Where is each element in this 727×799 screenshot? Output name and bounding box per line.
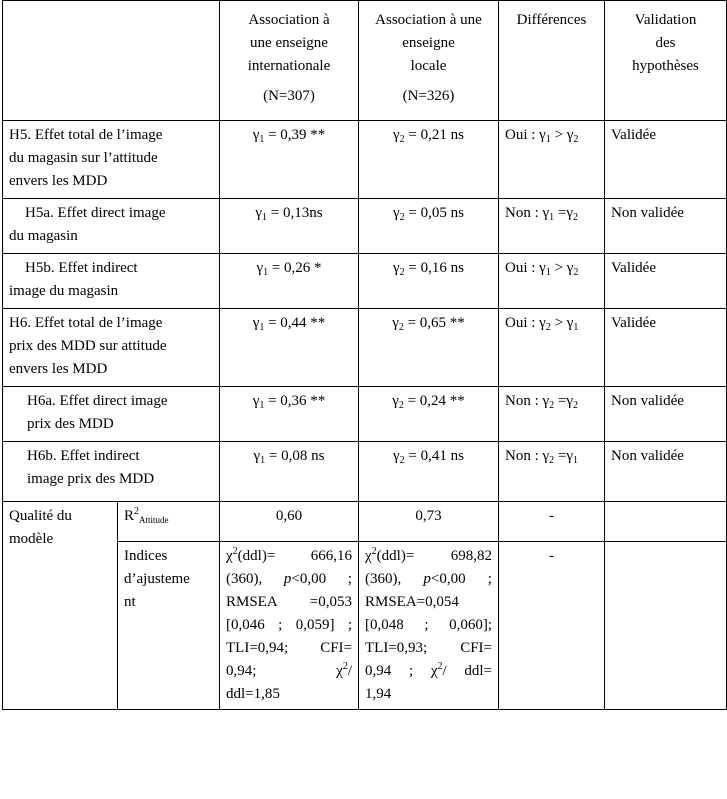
gamma-value: = 0,41 ns	[404, 448, 464, 464]
gamma-local-cell	[359, 387, 499, 442]
fit-line: RMSEA =0,053	[226, 594, 352, 610]
gamma-symbol: γ	[542, 393, 550, 409]
header-differences	[499, 1, 605, 121]
header-local-line3: locale	[410, 58, 447, 74]
gamma-symbol: γ	[252, 315, 260, 331]
gamma-value: = 0,65 **	[403, 315, 465, 331]
gamma-value: = 0,16 ns	[404, 260, 464, 276]
header-local-n: (N=326)	[402, 88, 455, 104]
difference-operator: >	[550, 315, 567, 331]
header-differences-label: Différences	[516, 12, 587, 28]
gamma-subscript: 1	[573, 322, 579, 333]
gamma-subscript: 2	[398, 400, 404, 411]
fit-line: (360), p<0,00 ;	[226, 571, 352, 587]
gamma-value: = 0,05 ns	[404, 205, 464, 221]
header-international	[220, 1, 359, 121]
results-table	[2, 0, 727, 710]
validation-cell: Non validée	[605, 387, 727, 442]
gamma-subscript: 2	[549, 400, 555, 411]
fit-line: (360), p<0,00 ;	[365, 571, 492, 587]
header-local-line2: enseigne	[402, 35, 455, 51]
r2-superscript: 2	[134, 506, 140, 517]
table-row	[3, 442, 727, 502]
hypothesis-line: H5a. Effet direct image	[25, 205, 166, 221]
gamma-symbol: γ	[539, 260, 546, 276]
gamma-symbol: γ	[393, 260, 400, 276]
header-empty-cell	[3, 1, 220, 121]
r2-label-cell	[118, 502, 220, 542]
gamma-international-cell	[220, 254, 359, 309]
difference-text: Non :	[505, 205, 543, 221]
validation-cell: Validée	[605, 254, 727, 309]
table-row	[3, 309, 727, 387]
r2-row	[3, 502, 727, 542]
gamma-symbol: γ	[393, 205, 400, 221]
gamma-subscript: 1	[259, 322, 265, 333]
difference-text: Non :	[505, 448, 543, 464]
hypothesis-line: image du magasin	[9, 283, 119, 299]
hypothesis-cell	[3, 309, 220, 387]
difference-cell	[499, 442, 605, 502]
gamma-symbol: γ	[566, 448, 573, 464]
fit-line: TLI=0,94; CFI=	[226, 640, 352, 656]
gamma-symbol: γ	[252, 127, 260, 143]
r2-validation-empty	[605, 502, 727, 542]
header-local	[359, 1, 499, 121]
gamma-symbol: γ	[253, 448, 261, 464]
gamma-subscript: 1	[545, 267, 551, 278]
gamma-symbol: γ	[542, 448, 550, 464]
quality-label-cell	[3, 502, 118, 710]
hypothesis-line: H6. Effet total de l’image	[9, 315, 163, 331]
difference-operator: =	[554, 393, 567, 409]
hypothesis-cell	[3, 254, 220, 309]
gamma-symbol: γ	[542, 205, 550, 221]
gamma-international-cell	[220, 442, 359, 502]
gamma-local-cell	[359, 254, 499, 309]
gamma-subscript: 1	[262, 212, 268, 223]
hypothesis-line: image prix des MDD	[27, 471, 155, 487]
r2-local: 0,73	[359, 502, 499, 542]
fit-line: 0,94; $\chi^2/$	[226, 661, 352, 679]
difference-operator: >	[550, 260, 567, 276]
fit-line: $\chi^2(ddl)= 666,16$	[226, 546, 352, 564]
gamma-subscript: 2	[549, 455, 555, 466]
difference-operator: =	[554, 205, 567, 221]
header-local-line1: Association à une	[375, 12, 482, 28]
gamma-symbol: γ	[393, 448, 400, 464]
gamma-subscript: 2	[573, 267, 579, 278]
gamma-subscript: 2	[398, 322, 404, 333]
difference-cell	[499, 387, 605, 442]
fit-line: 0,94 ; $\chi^2/$ ddl=	[365, 661, 493, 679]
difference-operator: =	[554, 448, 567, 464]
fit-label-line2: d’ajusteme	[124, 571, 190, 587]
fit-line: [0,046 ; 0,059] ;	[226, 617, 352, 633]
gamma-international-cell	[220, 199, 359, 254]
fit-label-line3: nt	[124, 594, 136, 610]
gamma-value: = 0,36 **	[264, 393, 326, 409]
gamma-value: = 0,13ns	[267, 205, 323, 221]
gamma-subscript: 2	[399, 134, 405, 145]
gamma-value: = 0,21 ns	[404, 127, 464, 143]
gamma-symbol: γ	[392, 393, 399, 409]
table-row	[3, 121, 727, 199]
fit-line: RMSEA=0,054	[365, 594, 459, 610]
hypothesis-line: du magasin sur l’attitude	[9, 150, 158, 166]
gamma-subscript: 2	[399, 267, 405, 278]
hypothesis-cell	[3, 121, 220, 199]
gamma-symbol: γ	[256, 260, 264, 276]
fit-validation-empty	[605, 542, 727, 710]
header-international-line3: internationale	[247, 58, 331, 74]
gamma-international-cell	[220, 121, 359, 199]
fit-line: $\chi^2(ddl)= 698,82$	[365, 546, 492, 564]
gamma-symbol: γ	[539, 127, 546, 143]
gamma-local-cell	[359, 121, 499, 199]
hypothesis-cell	[3, 442, 220, 502]
hypothesis-line: prix des MDD sur attitude	[9, 338, 167, 354]
gamma-subscript: 2	[399, 212, 405, 223]
gamma-subscript: 1	[573, 455, 578, 466]
hypothesis-line: H6b. Effet indirect	[27, 448, 140, 464]
difference-cell	[499, 309, 605, 387]
header-international-line1: Association à	[248, 12, 330, 28]
gamma-symbol: γ	[255, 205, 263, 221]
fit-line: 1,94	[365, 686, 392, 702]
fit-label-cell	[118, 542, 220, 710]
gamma-value: = 0,26 *	[268, 260, 322, 276]
fit-label-line1: Indices	[124, 548, 168, 564]
difference-cell	[499, 254, 605, 309]
difference-text: Oui :	[505, 315, 540, 331]
gamma-value: = 0,39 **	[264, 127, 326, 143]
header-validation-line1: Validation	[634, 12, 697, 28]
gamma-value: = 0,24 **	[403, 393, 465, 409]
header-row	[3, 1, 727, 121]
hypothesis-cell	[3, 387, 220, 442]
fit-line: ddl=1,85	[226, 686, 280, 702]
gamma-subscript: 1	[263, 267, 269, 278]
fit-international-cell	[220, 542, 359, 710]
hypothesis-line: H6a. Effet direct image	[27, 393, 168, 409]
gamma-symbol: γ	[566, 127, 574, 143]
quality-label-line1: Qualité du	[9, 508, 72, 524]
gamma-value: = 0,44 **	[264, 315, 326, 331]
hypothesis-line: du magasin	[9, 228, 78, 244]
hypothesis-line: envers les MDD	[9, 361, 108, 377]
r2-symbol: R	[124, 508, 135, 524]
gamma-subscript: 2	[573, 400, 578, 411]
gamma-symbol: γ	[539, 315, 546, 331]
gamma-subscript: 1	[549, 212, 555, 223]
r2-international: 0,60	[220, 502, 359, 542]
hypothesis-line: H5b. Effet indirect	[25, 260, 138, 276]
gamma-symbol: γ	[392, 315, 399, 331]
quality-label-line2: modèle	[9, 531, 54, 547]
header-validation-line3: hypothèses	[632, 58, 699, 74]
table-row	[3, 387, 727, 442]
header-validation-line2: des	[655, 35, 676, 51]
hypothesis-line: H5. Effet total de l’image	[9, 127, 163, 143]
gamma-symbol: γ	[566, 393, 573, 409]
difference-text: Oui :	[505, 260, 540, 276]
gamma-subscript: 2	[573, 212, 578, 223]
table-row	[3, 254, 727, 309]
gamma-subscript: 2	[399, 455, 405, 466]
r2-difference: -	[499, 502, 605, 542]
fit-local-cell	[359, 542, 499, 710]
gamma-local-cell	[359, 442, 499, 502]
gamma-symbol: γ	[393, 127, 400, 143]
validation-cell: Validée	[605, 309, 727, 387]
gamma-symbol: γ	[566, 315, 574, 331]
fit-line: TLI=0,93; CFI=	[365, 640, 492, 656]
difference-cell	[499, 121, 605, 199]
hypothesis-cell	[3, 199, 220, 254]
gamma-subscript: 1	[260, 455, 266, 466]
fit-difference: -	[499, 542, 605, 710]
header-international-n: (N=307)	[263, 88, 315, 104]
gamma-local-cell	[359, 199, 499, 254]
header-validation	[605, 1, 727, 121]
gamma-subscript: 1	[259, 400, 265, 411]
gamma-symbol: γ	[252, 393, 260, 409]
difference-text: Non :	[505, 393, 543, 409]
difference-operator: >	[550, 127, 567, 143]
r2-subscript: Attitude	[139, 515, 169, 525]
gamma-symbol: γ	[566, 205, 573, 221]
validation-cell: Non validée	[605, 442, 727, 502]
header-international-line2: une enseigne	[250, 35, 328, 51]
gamma-subscript: 2	[545, 322, 551, 333]
fit-line: [0,048 ; 0,060];	[365, 617, 492, 633]
gamma-subscript: 1	[259, 134, 265, 145]
gamma-subscript: 1	[545, 134, 551, 145]
gamma-international-cell	[220, 387, 359, 442]
hypothesis-line: prix des MDD	[27, 416, 114, 432]
gamma-local-cell	[359, 309, 499, 387]
validation-cell: Non validée	[605, 199, 727, 254]
gamma-international-cell	[220, 309, 359, 387]
gamma-symbol: γ	[566, 260, 574, 276]
table-row	[3, 199, 727, 254]
gamma-value: = 0,08 ns	[265, 448, 325, 464]
gamma-subscript: 2	[573, 134, 579, 145]
hypothesis-line: envers les MDD	[9, 173, 108, 189]
difference-text: Oui :	[505, 127, 540, 143]
validation-cell: Validée	[605, 121, 727, 199]
difference-cell	[499, 199, 605, 254]
